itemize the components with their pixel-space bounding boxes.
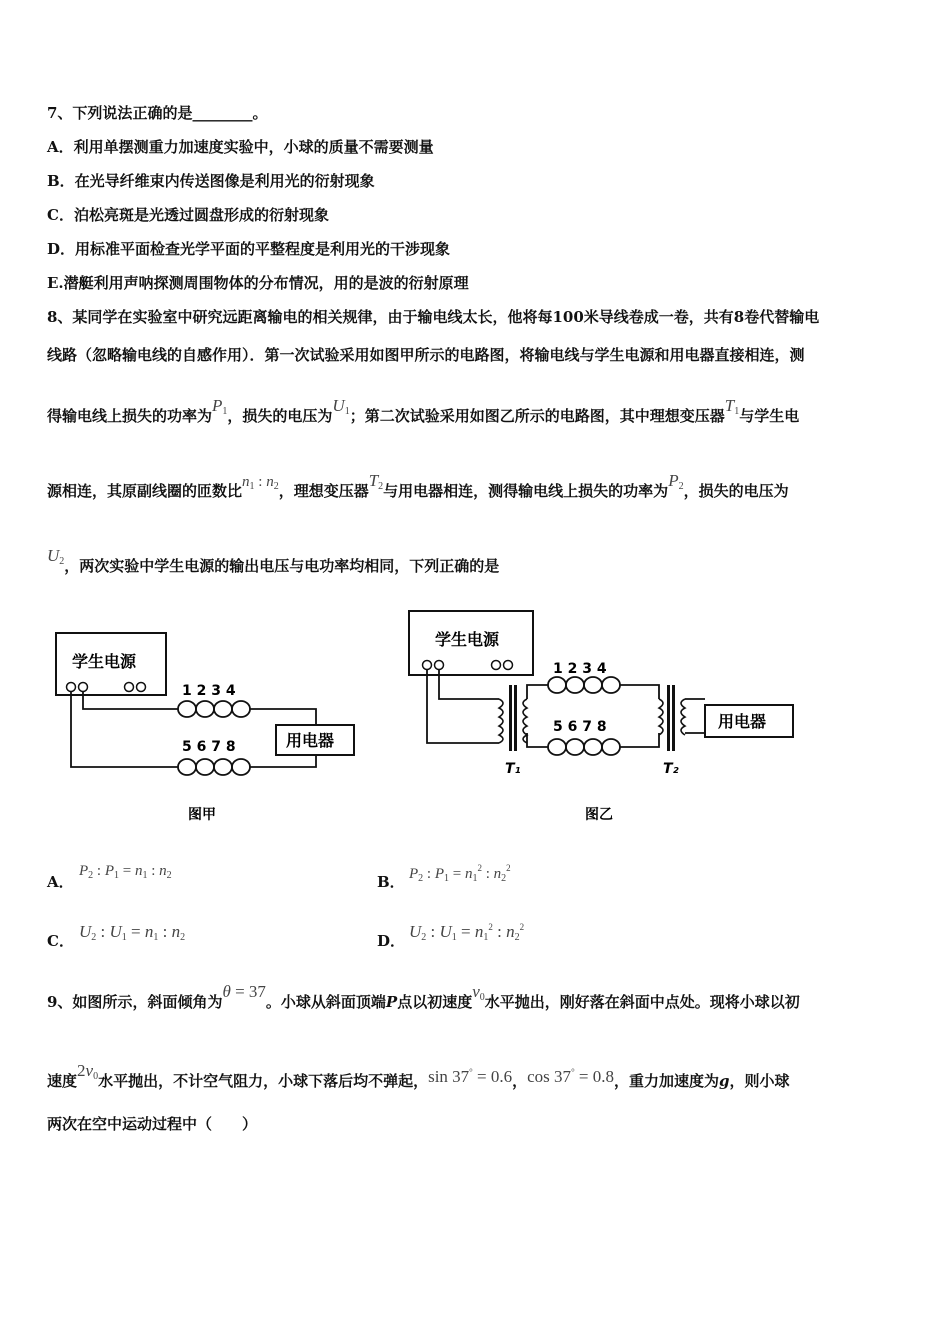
q8-line5-text: ，两次实验中学生电源的输出电压与电功率均相同，下列正确的是 [64, 557, 500, 575]
q8-option-b-label: B． [377, 873, 405, 891]
yi-t1-label: T₁ [505, 761, 521, 777]
math-u2: $U_2$ [47, 546, 65, 567]
q9-line2-text-b: 水平抛出，不计空气阻力，小球下落后均不弹起， [98, 1072, 429, 1090]
yi-source-label: 学生电源 [435, 630, 500, 649]
q9-point-p: P [385, 993, 398, 1011]
q9-line1-text-b: 。小球从斜面顶端 [265, 993, 386, 1011]
yi-caption: 图乙 [585, 807, 613, 823]
math-theta: θ = 37 [222, 982, 266, 1001]
q7-option-d: D．用标准平面检查光学平面的平整程度是利用光的干涉现象 [47, 240, 451, 258]
q9-line1-text-d: 水平抛出，刚好落在斜面中点处。现将小球以初 [484, 993, 800, 1011]
yi-load-label: 用电器 [718, 712, 767, 731]
q9-line2-text-a: 速度 [47, 1072, 78, 1090]
q8-line5 [47, 546, 500, 582]
q9-g-symbol: g [719, 1072, 730, 1090]
q7-stem: 7、下列说法正确的是________。 [47, 104, 268, 122]
jia-coils-top-label: 1 2 3 4 [182, 683, 236, 699]
jia-source-label: 学生电源 [72, 652, 137, 671]
math-t1: $T_1$ [724, 396, 740, 417]
math-p1: $P_1$ [212, 396, 228, 417]
q9-line1-text-c: 点以初速度 [397, 993, 473, 1011]
q8-option-d-label: D． [377, 932, 406, 950]
jia-caption: 图甲 [188, 807, 216, 823]
yi-t2-label: T₂ [663, 761, 679, 777]
q8-line3 [47, 396, 800, 432]
q8-option-a-formula: $P_2$ : $P_1 = n_1$ : $n_2$ [79, 863, 172, 881]
math-sin37: sin 37° = 0.6 [428, 1067, 513, 1086]
q8-line3-text-b: ，损失的电压为 [227, 407, 333, 425]
jia-coils-bottom-label: 5 6 7 8 [182, 739, 236, 755]
q9-line1 [47, 982, 800, 1018]
circuit-figure-yi [405, 605, 805, 830]
math-p2: $P_2$ [668, 471, 684, 492]
q7-option-e: E.潜艇利用声呐探测周围物体的分布情况，用的是波的衍射原理 [47, 274, 469, 292]
q7-option-a: A．利用单摆测重力加速度实验中，小球的质量不需要测量 [47, 138, 434, 156]
circuit-figure-jia [50, 625, 370, 830]
q8-option-a-label: A． [47, 873, 74, 891]
q9-line1-text-a: 9、如图所示，斜面倾角为 [47, 993, 223, 1011]
math-2v0: $2v_0$ [77, 1061, 99, 1082]
yi-coils-top-label: 1 2 3 4 [553, 661, 607, 677]
math-v0: $v_0$ [472, 982, 485, 1003]
q8-option-c-formula: $U_2$ : $U_1 = n_1$ : $n_2$ [79, 922, 186, 943]
q8-option-d-formula: $U_2$ : $U_1 = n_1^2$ : $n_2^2$ [409, 922, 525, 943]
yi-coils-bottom-label: 5 6 7 8 [553, 719, 607, 735]
q9-line2-text-e: ，则小球 [729, 1072, 790, 1090]
q8-line1: 8、某同学在实验室中研究远距离输电的相关规律，由于输电线太长，他将每100米导线卷成一卷，共有8卷代替输电 [47, 308, 820, 326]
q7-option-b: B．在光导纤维束内传送图像是利用光的衍射现象 [47, 172, 375, 190]
math-n1-n2: $n_1$ : $n_2$ [242, 474, 279, 492]
q8-line4 [47, 471, 789, 507]
q9-line2-text-d: ，重力加速度为 [614, 1072, 720, 1090]
q8-line3-text-c: ；第二次试验采用如图乙所示的电路图，其中理想变压器 [349, 407, 725, 425]
q8-line4-text-d: ，损失的电压为 [683, 482, 789, 500]
math-t2: $T_2$ [368, 471, 384, 492]
q8-line3-text-a: 得输电线上损失的功率为 [47, 407, 213, 425]
q9-line3: 两次在空中运动过程中（ ） [47, 1115, 258, 1133]
q7-option-c: C．泊松亮斑是光透过圆盘形成的衍射现象 [47, 206, 329, 224]
math-u1: $U_1$ [332, 396, 350, 417]
math-cos37: cos 37° = 0.8 [527, 1067, 615, 1086]
q8-line4-text-a: 源相连，其原副线圈的匝数比 [47, 482, 243, 500]
q8-option-c-label: C． [47, 932, 74, 950]
q9-line2 [47, 1061, 790, 1097]
jia-load-label: 用电器 [286, 731, 335, 750]
q8-line4-text-b: ，理想变压器 [278, 482, 369, 500]
q8-option-b-formula: $P_2$ : $P_1 = n_1^2$ : $n_2^2$ [409, 863, 511, 884]
q8-line2: 线路（忽略输电线的自感作用）．第一次试验采用如图甲所示的电路图，将输电线与学生电源和用电器直接相连，测 [47, 346, 805, 364]
q8-line4-text-c: 与用电器相连，测得输电线上损失的功率为 [383, 482, 669, 500]
q9-line2-text-c: ， [512, 1072, 528, 1090]
q8-line3-text-d: 与学生电 [739, 407, 800, 425]
